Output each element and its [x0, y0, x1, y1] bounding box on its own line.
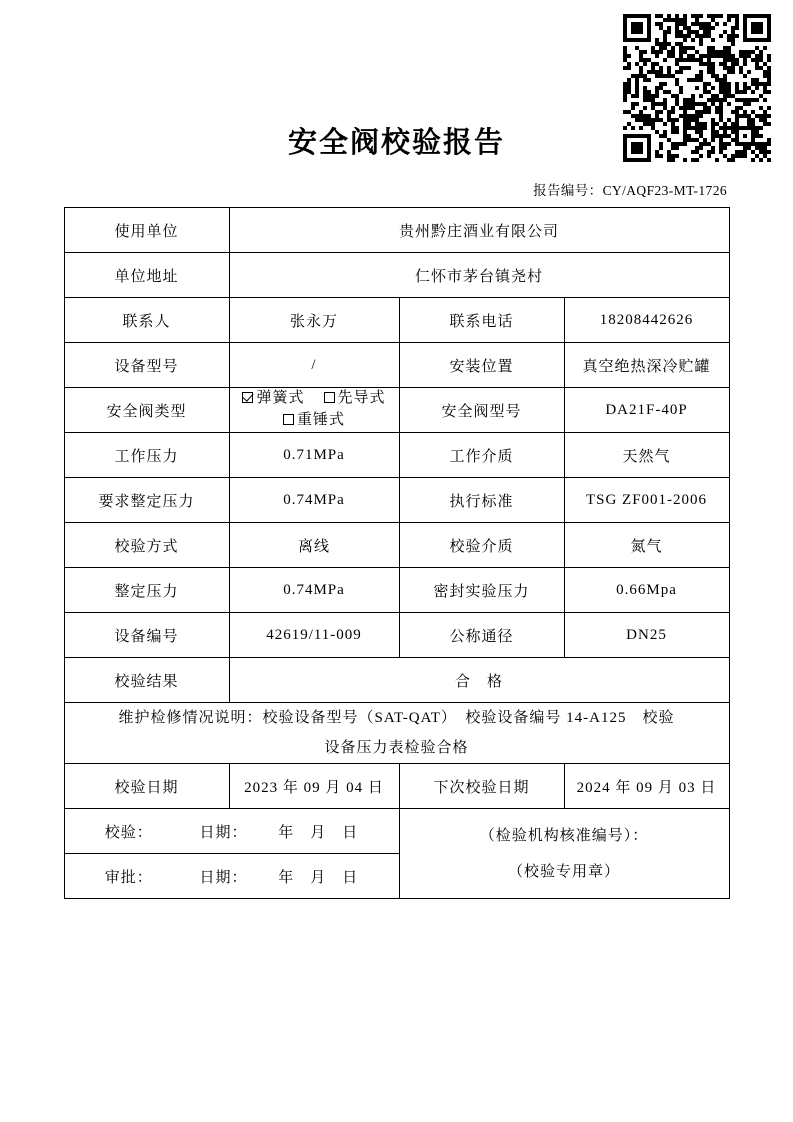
- verify-date-label: 日期：: [199, 824, 248, 841]
- approve-signature-row: [64, 854, 399, 899]
- unit-value: 贵州黔庄酒业有限公司: [229, 208, 729, 253]
- report-table: [64, 207, 730, 899]
- report-number: [0, 179, 727, 199]
- contact-value: 张永万: [229, 298, 399, 343]
- model-value: /: [229, 343, 399, 388]
- table-row: [64, 523, 729, 568]
- address-value: 仁怀市茅台镇尧村: [229, 253, 729, 298]
- valve-type-options: [229, 388, 399, 433]
- seal-pressure-label: 密封实验压力: [399, 568, 564, 613]
- verify-signature-row: [64, 809, 399, 854]
- check-method-label: 校验方式: [64, 523, 229, 568]
- model-label: 设备型号: [64, 343, 229, 388]
- valve-model-label: 安全阀型号: [399, 388, 564, 433]
- set-pressure-value: 0.74MPa: [229, 568, 399, 613]
- phone-label: 联系电话: [399, 298, 564, 343]
- table-row: [64, 298, 729, 343]
- valve-model-value: DA21F-40P: [564, 388, 729, 433]
- table-row: [64, 809, 729, 854]
- maintenance-note: [64, 703, 729, 764]
- seal-pressure-value: 0.66Mpa: [564, 568, 729, 613]
- table-row: [64, 658, 729, 703]
- install-location-value: 真空绝热深冷贮罐: [564, 343, 729, 388]
- checkbox-pilot[interactable]: [324, 392, 335, 403]
- table-row: [64, 568, 729, 613]
- required-set-pressure-value: 0.74MPa: [229, 478, 399, 523]
- install-location-label: 安装位置: [399, 343, 564, 388]
- valve-type-option-spring: 弹簧式: [256, 390, 305, 407]
- table-row: [64, 253, 729, 298]
- maintenance-note-line1: 维护检修情况说明：校验设备型号（SAT-QAT） 校验设备编号 14-A125 校验: [118, 710, 675, 726]
- work-pressure-value: 0.71MPa: [229, 433, 399, 478]
- check-date-label: 校验日期: [64, 764, 229, 809]
- set-pressure-label: 整定压力: [64, 568, 229, 613]
- result-label: 校验结果: [64, 658, 229, 703]
- nominal-diameter-value: DN25: [564, 613, 729, 658]
- table-row: [64, 478, 729, 523]
- valve-type-option-pilot: 先导式: [337, 390, 386, 407]
- standard-label: 执行标准: [399, 478, 564, 523]
- medium-label: 工作介质: [399, 433, 564, 478]
- checkbox-spring-checked[interactable]: [242, 392, 253, 403]
- qr-code: [623, 14, 771, 162]
- medium-value: 天然气: [564, 433, 729, 478]
- device-no-value: 42619/11-009: [229, 613, 399, 658]
- next-check-date-value: 2024 年 09 月 03 日: [564, 764, 729, 809]
- phone-value: 18208442626: [564, 298, 729, 343]
- table-row: [64, 388, 729, 433]
- report-number-value: CY/AQF23-MT-1726: [602, 183, 727, 198]
- approve-date-label: 日期：: [199, 869, 248, 886]
- approve-date-blank: 年 月 日: [278, 869, 359, 886]
- check-medium-label: 校验介质: [399, 523, 564, 568]
- inspection-org-stamp: [399, 809, 729, 899]
- next-check-date-label: 下次校验日期: [399, 764, 564, 809]
- table-row: [64, 433, 729, 478]
- approve-label: 审批：: [104, 869, 153, 886]
- nominal-diameter-label: 公称通径: [399, 613, 564, 658]
- report-number-label: 报告编号：: [533, 183, 603, 198]
- required-set-pressure-label: 要求整定压力: [64, 478, 229, 523]
- valve-type-option-weight: 重锤式: [296, 412, 345, 428]
- check-medium-value: 氮气: [564, 523, 729, 568]
- device-no-label: 设备编号: [64, 613, 229, 658]
- work-pressure-label: 工作压力: [64, 433, 229, 478]
- standard-value: TSG ZF001-2006: [564, 478, 729, 523]
- check-method-value: 离线: [229, 523, 399, 568]
- result-value: 合 格: [229, 658, 729, 703]
- table-row: [64, 703, 729, 764]
- table-row: [64, 208, 729, 253]
- table-row: [64, 613, 729, 658]
- table-row: [64, 343, 729, 388]
- check-date-value: 2023 年 09 月 04 日: [229, 764, 399, 809]
- address-label: 单位地址: [64, 253, 229, 298]
- unit-label: 使用单位: [64, 208, 229, 253]
- page-title: 安全阀校验报告: [287, 127, 505, 159]
- org-approval-number-label: （检验机构核准编号）：: [479, 827, 649, 844]
- checkbox-weight[interactable]: [283, 414, 294, 425]
- maintenance-note-line2: 设备压力表检验合格: [324, 740, 469, 756]
- special-seal-label: （校验专用章）: [507, 863, 620, 880]
- verify-date-blank: 年 月 日: [278, 824, 359, 841]
- table-row: [64, 764, 729, 809]
- valve-type-label: 安全阀类型: [64, 388, 229, 433]
- verify-label: 校验：: [104, 824, 153, 841]
- contact-label: 联系人: [64, 298, 229, 343]
